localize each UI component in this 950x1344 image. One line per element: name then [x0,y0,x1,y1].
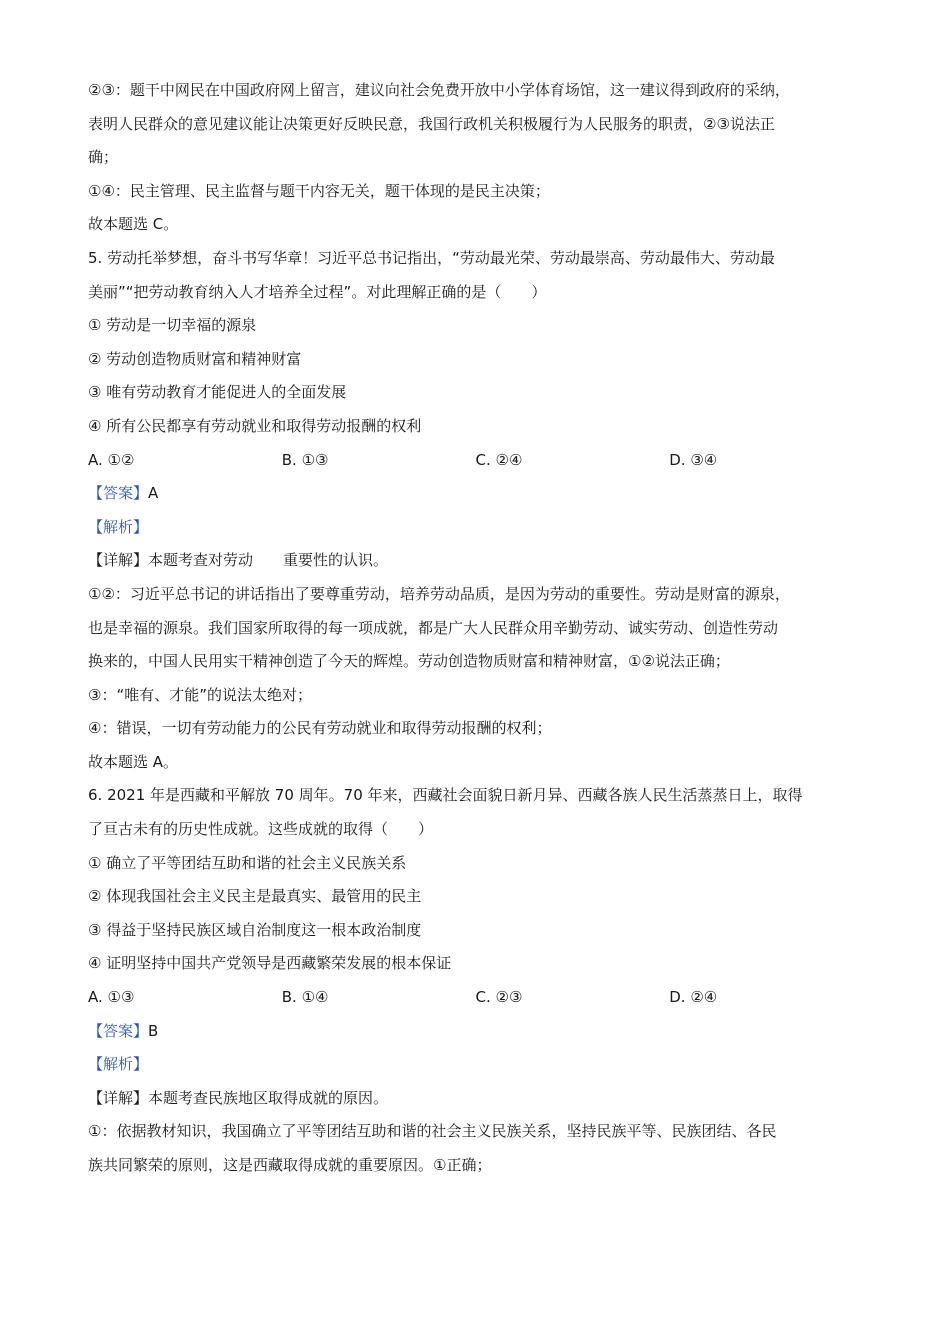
statement-item: ③ 得益于坚持民族区域自治制度这一根本政治制度 [88,920,422,939]
analysis-line [88,511,863,545]
detail-text: 本题考查对劳动 [148,551,254,570]
explanation-line: 也是幸福的源泉。我们国家所取得的每一项成就，都是广大人民群众用辛勤劳动、诚实劳动、创造性劳动 [88,618,779,637]
explanation-line: 族共同繁荣的原则，这是西藏取得成就的重要原因。①正确； [88,1156,492,1174]
text-line: ①④：民主管理、民主监督与题干内容无关，题干体现的是民主决策； [88,181,550,200]
option-b: B. ①③ [281,450,329,469]
answer-line [88,1015,863,1049]
explanation-line: 换来的，中国人民用实干精神创造了今天的辉煌。劳动创造物质财富和精神财富，①②说法正确； [88,652,730,671]
question-6 [88,779,863,1182]
explanation-line: 故本题选 A。 [88,752,179,771]
detail-line [88,1082,863,1116]
question-5 [88,242,863,780]
answer-line [88,477,863,511]
detail-line [88,544,863,578]
answer-value: B [148,1021,159,1040]
detail-tag: 【详解】 [88,1088,149,1107]
question-stem-line: 了亘古未有的历史性成就。这些成就的取得（ ） [88,820,434,839]
option-c: C. ②③ [475,988,523,1007]
statement-item: ③ 唯有劳动教育才能促进人的全面发展 [88,383,347,402]
option-d: D. ②④ [669,988,718,1007]
text-line: 确； [88,148,119,167]
option-d: D. ③④ [669,450,718,469]
question-stem-line: 5. 劳动托举梦想，奋斗书写华章！习近平总书记指出，“劳动最光荣、劳动最崇高、劳动最伟大、劳动最 [88,248,775,267]
statement-item: ② 体现我国社会主义民主是最真实、最管用的民主 [88,887,422,906]
explanation-line: ③：“唯有、才能”的说法太绝对； [88,685,312,704]
answer-tag: 【答案】 [88,484,149,503]
q4-explanation [88,74,863,242]
text-line: 故本题选 C。 [88,215,179,234]
text-line: 表明人民群众的意见建议能让决策更好反映民意，我国行政机关积极履行为人民服务的职责，②③说法正 [88,114,775,133]
statement-item: ④ 证明坚持中国共产党领导是西藏繁荣发展的根本保证 [88,954,452,973]
answer-tag: 【答案】 [88,1021,149,1040]
statement-item: ① 劳动是一切幸福的源泉 [88,316,257,335]
statement-item: ④ 所有公民都享有劳动就业和取得劳动报酬的权利 [88,416,422,435]
answer-options [88,981,863,1015]
explanation-line: ④：错误，一切有劳动能力的公民有劳动就业和取得劳动报酬的权利； [88,719,552,738]
analysis-tag: 【解析】 [88,1055,149,1074]
detail-tag: 【详解】 [88,551,149,570]
question-stem-line: 6. 2021 年是西藏和平解放 70 周年。70 年来，西藏社会面貌日新月异、西藏各族人民生活蒸蒸日上，取得 [88,786,803,805]
statement-item: ② 劳动创造物质财富和精神财富 [88,349,302,368]
detail-text: 本题考查民族地区取得成就的原因。 [148,1088,389,1107]
detail-text: 重要性的认识。 [283,551,389,570]
option-a: A. ①③ [88,988,135,1007]
analysis-tag: 【解析】 [88,517,149,536]
explanation-line: ①：依据教材知识，我国确立了平等团结互助和谐的社会主义民族关系，坚持民族平等、民族团结、各民 [88,1122,777,1141]
document-page [88,74,863,1183]
answer-options [88,444,863,478]
option-a: A. ①② [88,450,135,469]
option-c: C. ②④ [475,450,523,469]
analysis-line [88,1048,863,1082]
option-b: B. ①④ [281,988,329,1007]
question-stem-line: 美丽”“把劳动教育纳入人才培养全过程”。对此理解正确的是（ ） [88,282,547,301]
statement-item: ① 确立了平等团结互助和谐的社会主义民族关系 [88,853,407,872]
text-line: ②③：题干中网民在中国政府网上留言，建议向社会免费开放中小学体育场馆，这一建议得到政府的采纳， [88,81,790,99]
explanation-line: ①②：习近平总书记的讲话指出了要尊重劳动，培养劳动品质，是因为劳动的重要性。劳动是财富的源泉， [88,584,790,603]
answer-value: A [148,484,159,503]
